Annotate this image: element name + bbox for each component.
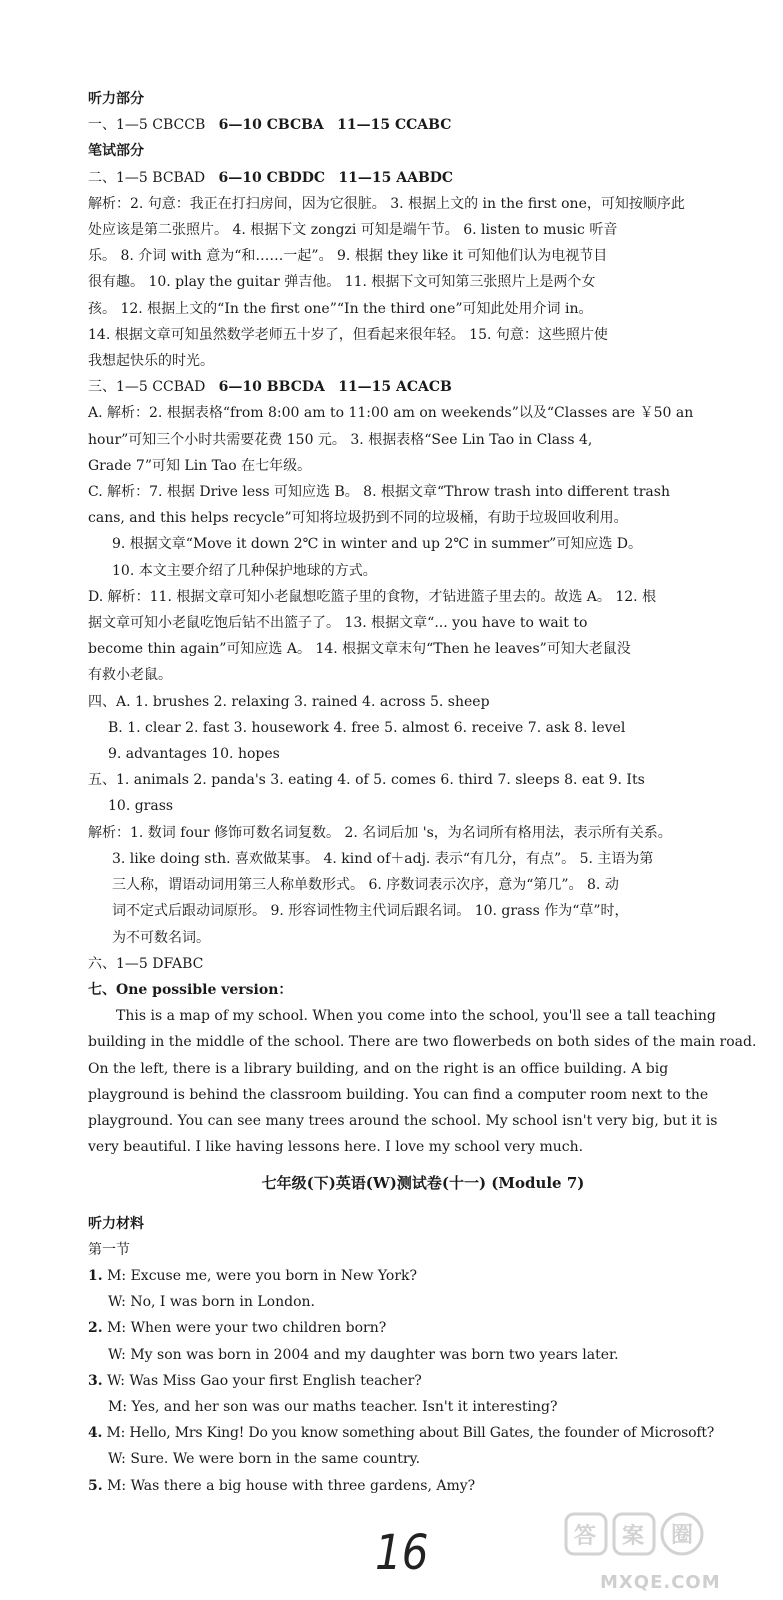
part5-analysis: [88, 820, 758, 951]
dialogue-list: [88, 1263, 758, 1499]
analysis-line: 很有趣。 10. play the guitar 弹吉他。 11. 根据下文可知第三张照片上是两个女: [88, 274, 596, 291]
analysis-line: 有救小老鼠。: [88, 667, 172, 684]
part7-essay: [88, 1003, 758, 1160]
test-title: 七年级(下)英语(W)测试卷(十一) (Module 7): [261, 1174, 585, 1193]
part3-analysis-C: [88, 479, 758, 584]
analysis-line: 孩。 12. 根据上文的“In the first one”“In the third one”可知此处用介词 in。: [88, 300, 593, 317]
analysis-line: 14. 根据文章可知虽然数学老师五十岁了，但看起来很年轻。 15. 句意：这些照片使: [88, 326, 608, 343]
essay-line: This is a map of my school. When you come into the school, you'll see a tall teaching: [116, 1008, 716, 1025]
dialogue-item: 2. M: When were your two children born?: [88, 1320, 387, 1337]
answer-line: 四、A. 1. brushes 2. relaxing 3. rained 4. across 5. sheep: [88, 693, 490, 710]
section1-header: 第一节: [88, 1241, 130, 1258]
analysis-line: D. 解析：11. 根据文章可知小老鼠想吃篮子里的食物，才钻进篮子里去的。故选 A。 12. 根: [88, 588, 657, 605]
part2-analysis: [88, 191, 758, 374]
analysis-line: 解析：2. 句意：我正在打扫房间，因为它很脏。 3. 根据上文的 in the first one，可知按顺序此: [88, 195, 685, 212]
dialogue-reply: W: My son was born in 2004 and my daughter was born two years later.: [108, 1346, 619, 1363]
part3-analysis-A: [88, 400, 758, 479]
listening-section-header: 听力部分: [88, 91, 144, 107]
answer-line: B. 1. clear 2. fast 3. housework 4. free 5. almost 6. receive 7. ask 8. level: [108, 719, 626, 736]
dialogue-item: 4. M: Hello, Mrs King! Do you know something about Bill Gates, the founder of Microsoft?: [88, 1425, 715, 1442]
listening-material-header: 听力材料: [88, 1215, 144, 1232]
analysis-line: 3. like doing sth. 喜欢做某事。 4. kind of＋adj. 表示“有几分，有点”。 5. 主语为第: [112, 850, 654, 867]
analysis-line: become thin again”可知应选 A。 14. 根据文章末句“Then he leaves”可知大老鼠没: [88, 641, 631, 658]
analysis-line: 三人称，谓语动词用第三人称单数形式。 6. 序数词表示次序，意为“第几”。 8. 动: [112, 877, 619, 894]
analysis-line: cans, and this helps recycle”可知将垃圾扔到不同的垃圾桶，有助于垃圾回收利用。: [88, 510, 628, 527]
analysis-line: 9. 根据文章“Move it down 2℃ in winter and up 2℃ in summer”可知应选 D。: [112, 536, 642, 553]
analysis-line: Grade 7”可知 Lin Tao 在七年级。: [88, 457, 312, 474]
analysis-line: 据文章可知小老鼠吃饱后钻不出篮子了。 13. 根据文章“... you have to wait to: [88, 615, 588, 632]
analysis-line: 词不定式后跟动词原形。 9. 形容词性物主代词后跟名词。 10. grass 作为“草”时，: [112, 903, 629, 920]
page-number: 16: [375, 1524, 429, 1581]
svg-text:答: 答: [574, 1524, 597, 1549]
analysis-line: hour”可知三个小时共需要花费 150 元。 3. 根据表格“See Lin Tao in Class 4,: [88, 431, 593, 448]
analysis-line: A. 解析：2. 根据表格“from 8:00 am to 11:00 am on weekends”以及“Classes are ￥50 an: [88, 405, 694, 422]
dialogue-item: 1. M: Excuse me, were you born in New York?: [88, 1267, 418, 1284]
part6-answers: 六、1—5 DFABC: [88, 955, 204, 972]
part4-answers: [88, 689, 758, 768]
part3-answers: 三、1—5 CCBAD 6—10 BBCDA 11—15 ACACB: [88, 379, 452, 396]
part1-answers: 一、1—5 CBCCB 6—10 CBCBA 11—15 CCABC: [88, 117, 452, 134]
essay-line: building in the middle of the school. There are two flowerbeds on both sides of the main road.: [88, 1034, 757, 1051]
analysis-line: 乐。 8. 介词 with 意为“和……一起”。 9. 根据 they like it 可知他们认为电视节目: [88, 248, 608, 265]
analysis-line: 处应该是第二张照片。 4. 根据下文 zongzi 可知是端午节。 6. listen to music 听音: [88, 222, 618, 239]
watermark-url: MXQE.COM: [600, 1572, 721, 1593]
analysis-line: C. 解析：7. 根据 Drive less 可知应选 B。 8. 根据文章“Throw trash into different trash: [88, 484, 670, 501]
dialogue-item: 5. M: Was there a big house with three gardens, Amy?: [88, 1477, 476, 1494]
svg-text:案: 案: [622, 1524, 645, 1549]
dialogue-reply: W: Sure. We were born in the same country.: [108, 1451, 421, 1468]
page-content: [88, 86, 758, 1499]
dialogue-reply: M: Yes, and her son was our maths teacher. Isn't it interesting?: [108, 1398, 558, 1415]
part5-answers: [88, 767, 758, 819]
svg-text:圈: 圈: [671, 1523, 694, 1548]
essay-line: playground is behind the classroom building. You can find a computer room next to the: [88, 1086, 709, 1103]
part2-answers: 二、1—5 BCBAD 6—10 CBDDC 11—15 AABDC: [88, 169, 454, 186]
written-section-header: 笔试部分: [88, 143, 144, 160]
part7-header: 七、One possible version：: [88, 981, 293, 998]
essay-line: playground. You can see many trees around the school. My school isn't very big, but it is: [88, 1112, 718, 1129]
analysis-line: 解析：1. 数词 four 修饰可数名词复数。 2. 名词后加 's，为名词所有格用法，表示所有关系。: [88, 824, 672, 841]
analysis-line: 我想起快乐的时光。: [88, 353, 214, 370]
answer-line: 9. advantages 10. hopes: [108, 746, 280, 763]
dialogue-reply: W: No, I was born in London.: [108, 1294, 315, 1311]
analysis-line: 为不可数名词。: [112, 929, 210, 946]
part3-analysis-D: [88, 584, 758, 689]
answer-line: 10. grass: [108, 798, 174, 815]
answer-line: 五、1. animals 2. panda's 3. eating 4. of 5. comes 6. third 7. sleeps 8. eat 9. Its: [88, 772, 645, 789]
dialogue-item: 3. W: Was Miss Gao your first English teacher?: [88, 1372, 422, 1389]
analysis-line: 10. 本文主要介绍了几种保护地球的方式。: [112, 562, 377, 579]
essay-line: On the left, there is a library building, and on the right is an office building. A big: [88, 1060, 669, 1077]
essay-line: very beautiful. I like having lessons here. I love my school very much.: [88, 1139, 584, 1156]
